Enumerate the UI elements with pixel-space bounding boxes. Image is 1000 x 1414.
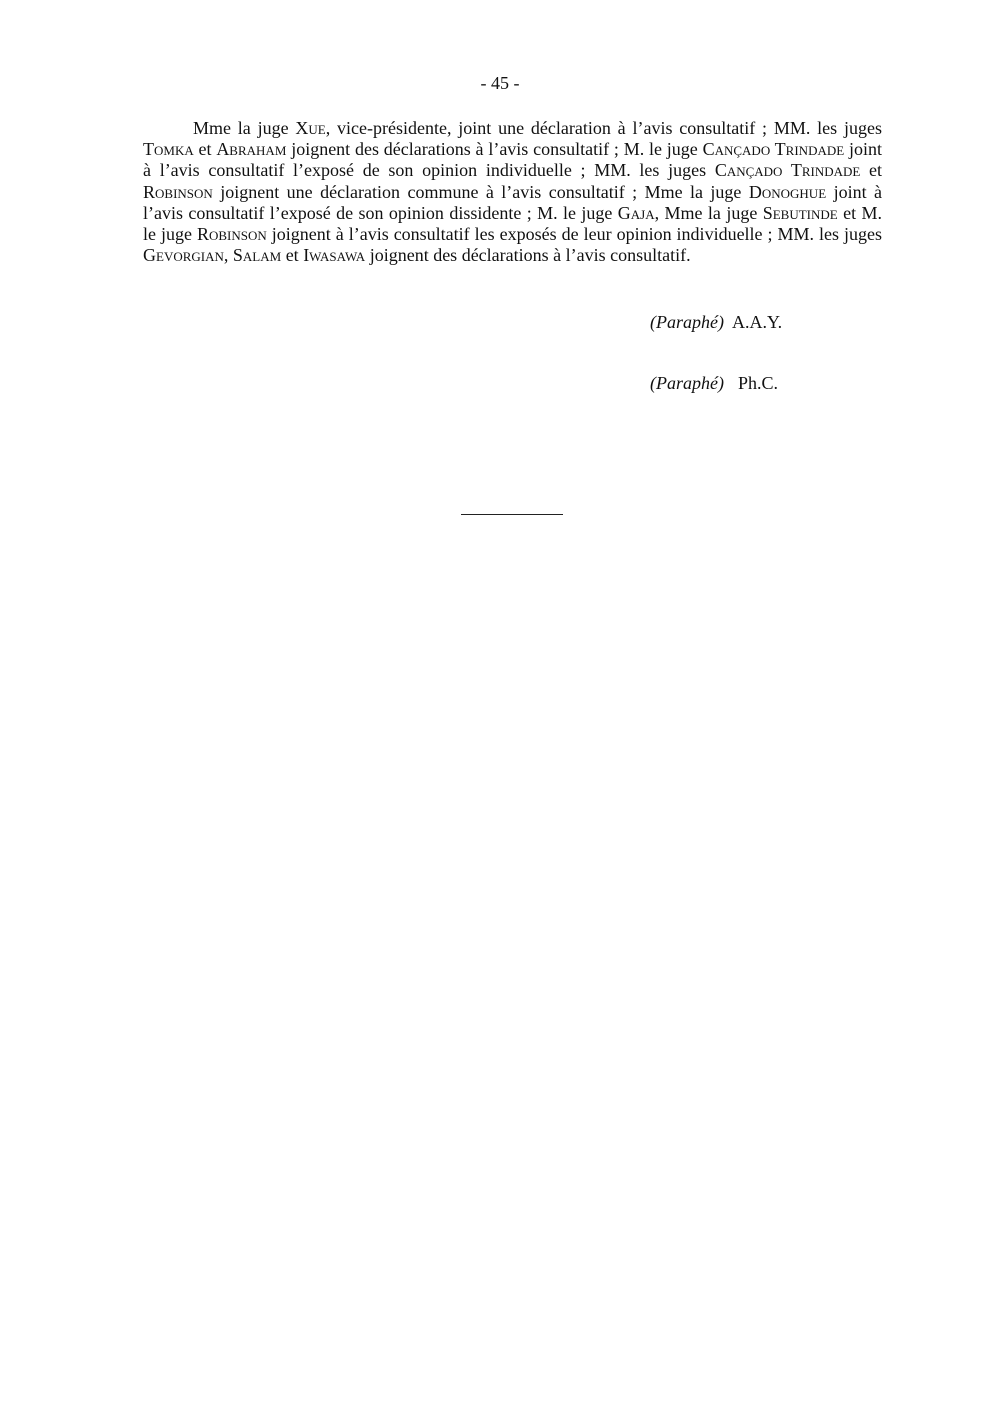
judge-name-gaja: Gaja [617, 202, 655, 223]
text-segment: joignent des déclarations à l’avis consultatif. [365, 245, 691, 266]
judge-name-xue: Xue [295, 118, 326, 138]
text-segment: et M. le juge [143, 202, 882, 245]
initials-line-registrar [650, 372, 778, 394]
judge-name-abraham: Abraham [216, 139, 287, 160]
text-segment: joignent à l’avis consultatif les exposés de leur opinion individuelle ; MM. les juges [266, 224, 882, 245]
text-segment: joint à l’avis consultatif l’exposé de son opinion dissidente ; M. le juge [143, 181, 882, 223]
initials-line-president [650, 311, 782, 333]
initials-value: Ph.C. [737, 373, 779, 393]
judge-name-cancado-trindade: Cançado Trindade [702, 139, 845, 160]
text-segment: et [193, 139, 217, 160]
judge-name-donoghue: Donoghue [748, 181, 827, 202]
page-number: - 45 - [480, 73, 520, 93]
judge-name-sebutinde: Sebutinde [762, 202, 838, 223]
judge-name-robinson: Robinson [196, 224, 267, 245]
end-of-document-rule [461, 514, 563, 515]
judge-name-robinson: Robinson [143, 181, 213, 202]
judge-name-cancado-trindade: Cançado Trindade [714, 160, 861, 181]
text-segment: joignent une déclaration commune à l’avis consultatif ; Mme la juge [212, 181, 749, 202]
text-segment: joint à l’avis consultatif l’exposé de son opinion individuelle ; MM. les juges [143, 139, 882, 181]
declarations-paragraph [143, 118, 882, 266]
text-segment: joignent des déclarations à l’avis consultatif ; M. le juge [286, 139, 703, 160]
text-segment: , vice-présidente, joint une déclaration à l’avis consultatif ; MM. les juges [325, 118, 882, 138]
judge-name-gevorgian: Gevorgian [143, 245, 224, 266]
text-segment: et [281, 245, 304, 266]
initials-value: A.A.Y. [731, 312, 783, 332]
text-segment: Mme la juge [193, 118, 296, 138]
initials-label: (Paraphé) [650, 373, 724, 393]
judge-name-iwasawa: Iwasawa [303, 245, 366, 266]
judge-name-salam: Salam [232, 245, 282, 266]
text-segment: , Mme la juge [654, 202, 763, 223]
initials-label: (Paraphé) [650, 312, 724, 332]
judge-name-tomka: Tomka [143, 139, 194, 160]
text-segment: , [223, 245, 233, 266]
text-segment: et [860, 160, 883, 181]
